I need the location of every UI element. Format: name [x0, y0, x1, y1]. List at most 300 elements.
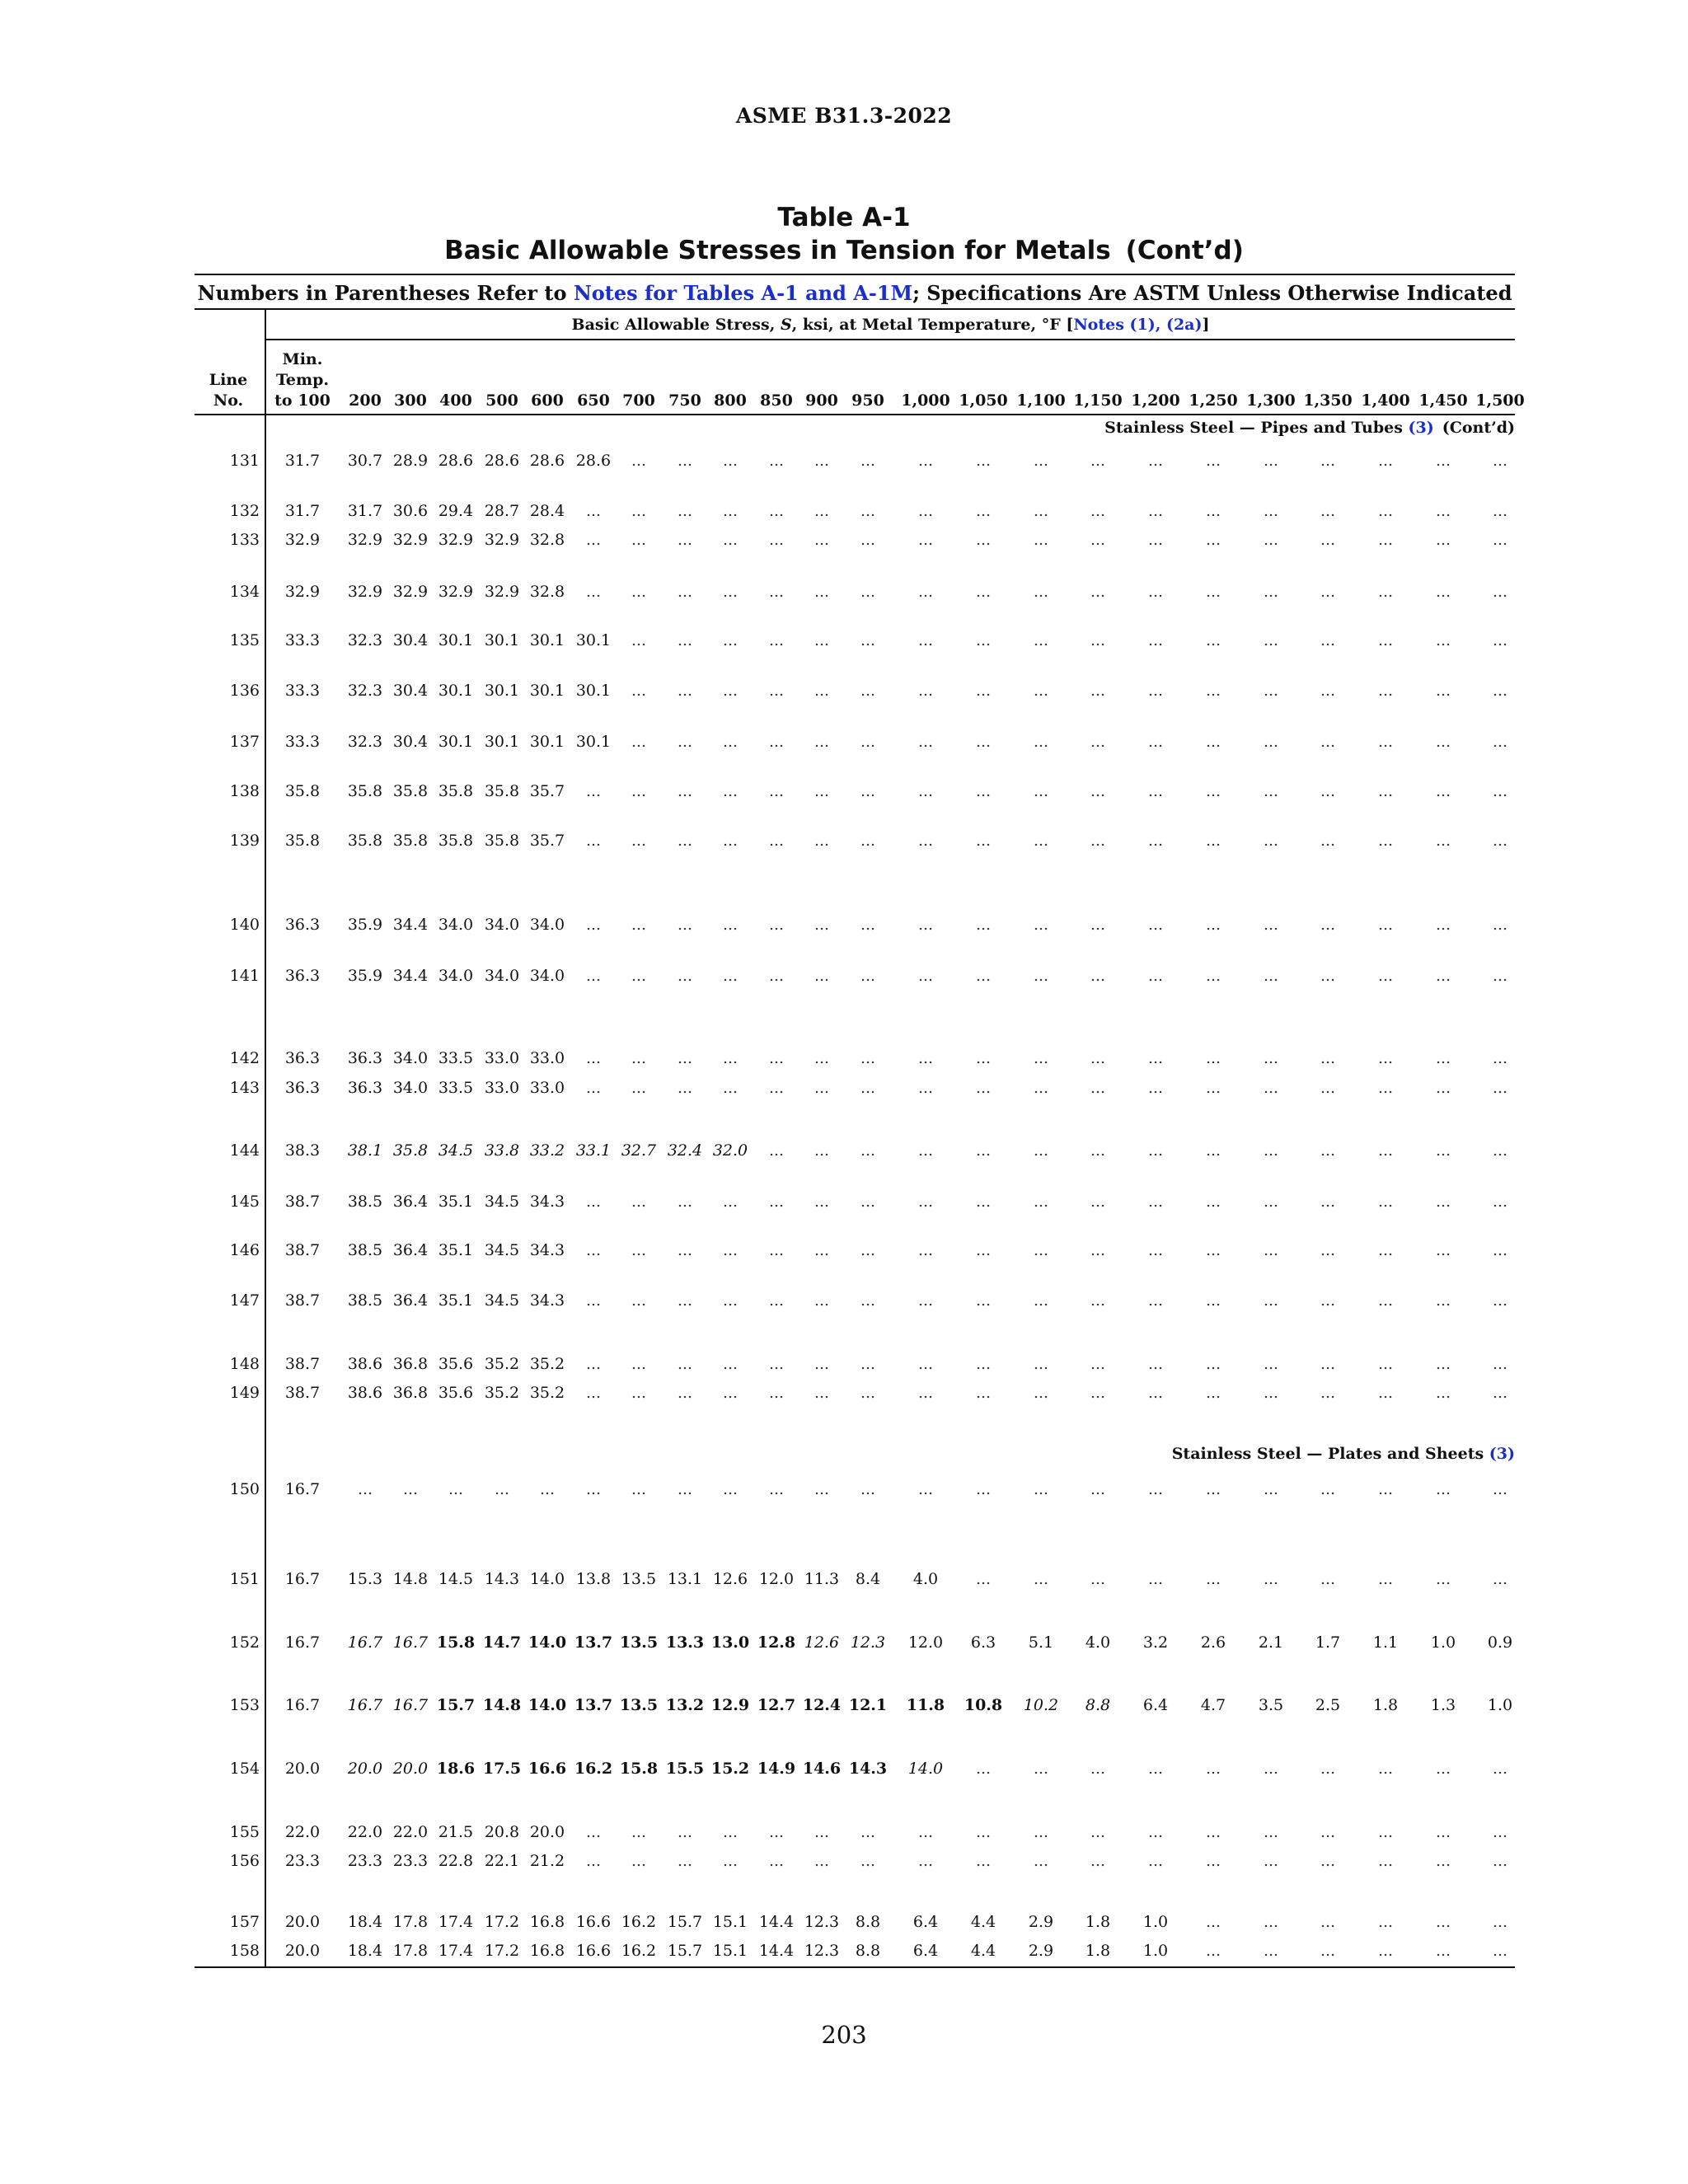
table-cell: 18.6 — [436, 1760, 476, 1778]
table-cell: ... — [814, 531, 830, 549]
table-cell: ... — [1377, 1942, 1394, 1960]
table-cell: ... — [631, 1384, 647, 1402]
table-cell: 23.3 — [347, 1852, 383, 1870]
table-cell: 12.0 — [758, 1570, 795, 1588]
table-cell: ... — [1377, 1141, 1394, 1160]
table-cell: ... — [631, 631, 647, 649]
table-cell: ... — [1147, 1291, 1164, 1310]
table-cell: 20.8 — [484, 1823, 520, 1841]
table-cell: 15.1 — [712, 1942, 748, 1960]
line-number: 150 — [229, 1480, 260, 1498]
table-cell: ... — [1090, 1241, 1106, 1259]
table-cell: 8.8 — [1085, 1696, 1111, 1714]
table-cell: ... — [975, 1355, 992, 1373]
table-cell: ... — [1320, 631, 1336, 649]
table-cell: 17.8 — [392, 1913, 429, 1931]
table-cell: ... — [722, 1079, 738, 1097]
table-cell: 33.0 — [529, 1079, 565, 1097]
table-cell: ... — [1033, 452, 1049, 470]
table-cell: 12.7 — [757, 1696, 796, 1714]
table-cell: 4.0 — [1085, 1633, 1111, 1652]
table-cell: ... — [860, 452, 876, 470]
table-cell: 30.7 — [347, 452, 383, 470]
table-cell: 32.3 — [347, 631, 383, 649]
line-number: 138 — [229, 782, 260, 800]
table-cell: 16.7 — [392, 1696, 429, 1714]
table-cell: 5.1 — [1028, 1633, 1054, 1652]
table-cell: ... — [1320, 1852, 1336, 1870]
table-cell: ... — [1263, 1291, 1279, 1310]
line-no-header — [195, 370, 262, 411]
line-number: 141 — [229, 967, 260, 985]
temp-header: 1,350 — [1303, 391, 1353, 410]
temp-header: 1,500 — [1475, 391, 1525, 410]
table-cell: ... — [585, 502, 602, 520]
line-number-divider — [265, 309, 266, 1968]
table-cell: 38.1 — [347, 1141, 383, 1160]
table-cell: 14.3 — [848, 1760, 888, 1778]
table-cell: ... — [860, 832, 876, 850]
table-cell: ... — [860, 733, 876, 751]
table-cell: 1.8 — [1085, 1913, 1111, 1931]
table-id: Table A-1 — [777, 203, 911, 232]
table-cell: ... — [1377, 502, 1394, 520]
table-cell: ... — [1263, 1570, 1279, 1588]
table-cell: 22.8 — [438, 1852, 474, 1870]
table-cell: 4.7 — [1200, 1696, 1226, 1714]
table-cell: ... — [722, 1049, 738, 1067]
table-cell: ... — [768, 1241, 785, 1259]
table-cell: ... — [1435, 733, 1451, 751]
table-cell: 38.7 — [284, 1241, 321, 1259]
table-cell: 16.7 — [284, 1570, 321, 1588]
table-cell: 32.7 — [621, 1141, 657, 1160]
table-cell: 32.9 — [284, 583, 321, 601]
table-cell: 12.3 — [804, 1942, 840, 1960]
table-cell: 17.5 — [482, 1760, 522, 1778]
table-cell: 30.1 — [529, 631, 565, 649]
table-cell: ... — [1492, 1823, 1508, 1841]
table-cell: ... — [1263, 1823, 1279, 1841]
table-cell: ... — [768, 531, 785, 549]
table-cell: ... — [1090, 1570, 1106, 1588]
table-cell: ... — [1320, 452, 1336, 470]
temp-header: 1,300 — [1246, 391, 1296, 410]
table-cell: ... — [1377, 1193, 1394, 1211]
table-cell: ... — [975, 916, 992, 934]
table-cell: ... — [677, 1852, 693, 1870]
page-header: ASME B31.3-2022 — [735, 104, 953, 128]
table-cell: 28.6 — [438, 452, 474, 470]
table-cell: ... — [917, 1384, 934, 1402]
line-number: 140 — [229, 916, 260, 934]
table-cell: 32.9 — [438, 583, 474, 601]
line-number: 132 — [229, 502, 260, 520]
table-cell: ... — [917, 1241, 934, 1259]
stress-header — [266, 316, 1515, 334]
table-cell: 20.0 — [284, 1760, 321, 1778]
table-contd: (Cont’d) — [1125, 236, 1244, 265]
table-cell: 11.8 — [906, 1696, 945, 1714]
table-cell: ... — [1033, 1480, 1049, 1498]
line-number: 156 — [229, 1852, 260, 1870]
table-cell: 36.3 — [284, 916, 321, 934]
table-cell: ... — [631, 1241, 647, 1259]
table-cell: 33.0 — [484, 1079, 520, 1097]
table-cell: ... — [1090, 1049, 1106, 1067]
line-number: 146 — [229, 1241, 260, 1259]
table-cell: 1.3 — [1430, 1696, 1456, 1714]
table-cell: 18.4 — [347, 1913, 383, 1931]
table-cell: ... — [1033, 1291, 1049, 1310]
table-cell: ... — [1033, 1193, 1049, 1211]
table-subheading — [195, 281, 1515, 305]
table-cell: 35.8 — [392, 1141, 429, 1160]
section-title: Stainless Steel — Pipes and Tubes — [1104, 419, 1409, 437]
table-cell: ... — [585, 1079, 602, 1097]
table-cell: 29.4 — [438, 502, 474, 520]
table-cell: 28.6 — [575, 452, 612, 470]
table-cell: ... — [1435, 1480, 1451, 1498]
stress-notes-link[interactable]: Notes (1), (2a) — [1073, 316, 1203, 334]
table-cell: ... — [1320, 1141, 1336, 1160]
table-cell: ... — [1033, 1355, 1049, 1373]
table-cell: 20.0 — [284, 1942, 321, 1960]
table-cell: ... — [539, 1480, 556, 1498]
table-cell: ... — [357, 1480, 373, 1498]
table-cell: ... — [1263, 1049, 1279, 1067]
table-cell: ... — [1263, 916, 1279, 934]
table-cell: ... — [814, 1823, 830, 1841]
table-cell: 35.1 — [438, 1193, 474, 1211]
table-cell: 34.0 — [484, 916, 520, 934]
table-cell: ... — [768, 1049, 785, 1067]
table-cell: ... — [917, 782, 934, 800]
table-cell: ... — [1263, 1355, 1279, 1373]
table-cell: 22.0 — [284, 1823, 321, 1841]
table-cell: ... — [1205, 1852, 1221, 1870]
table-cell: 14.0 — [907, 1760, 944, 1778]
table-cell: ... — [1492, 1193, 1508, 1211]
table-cell: ... — [1205, 1355, 1221, 1373]
table-cell: 11.3 — [804, 1570, 840, 1588]
table-cell: 32.9 — [284, 531, 321, 549]
table-cell: ... — [1033, 583, 1049, 601]
table-cell: 13.2 — [665, 1696, 705, 1714]
table-cell: ... — [1492, 832, 1508, 850]
table-cell: 31.7 — [284, 502, 321, 520]
table-cell: ... — [1205, 1760, 1221, 1778]
table-cell: 14.8 — [392, 1570, 429, 1588]
table-cell: 30.1 — [484, 682, 520, 700]
table-cell: ... — [722, 1193, 738, 1211]
table-cell: 32.0 — [712, 1141, 748, 1160]
table-cell: ... — [917, 682, 934, 700]
table-cell: ... — [860, 531, 876, 549]
table-cell: 30.1 — [575, 631, 612, 649]
table-cell: ... — [1320, 502, 1336, 520]
table-cell: 32.4 — [667, 1141, 703, 1160]
table-cell: ... — [1320, 1049, 1336, 1067]
table-cell: 22.0 — [347, 1823, 383, 1841]
table-cell: ... — [677, 1823, 693, 1841]
table-cell: ... — [631, 583, 647, 601]
table-cell: ... — [1492, 531, 1508, 549]
table-cell: ... — [917, 502, 934, 520]
table-cell: ... — [1090, 1079, 1106, 1097]
table-cell: 34.0 — [529, 967, 565, 985]
table-cell: ... — [585, 1823, 602, 1841]
table-cell: 15.2 — [710, 1760, 750, 1778]
table-cell: ... — [860, 916, 876, 934]
notes-link[interactable]: Notes for Tables A-1 and A-1M — [573, 281, 913, 305]
table-cell: ... — [860, 502, 876, 520]
table-cell: ... — [631, 1291, 647, 1310]
table-cell: 32.9 — [392, 583, 429, 601]
table-cell: ... — [585, 1480, 602, 1498]
table-cell: 1.1 — [1372, 1633, 1399, 1652]
line-number: 154 — [229, 1760, 260, 1778]
table-cell: 30.1 — [575, 733, 612, 751]
table-cell: ... — [722, 1480, 738, 1498]
table-cell: ... — [814, 832, 830, 850]
table-cell: 34.5 — [484, 1193, 520, 1211]
table-cell: ... — [860, 782, 876, 800]
section-note-link[interactable]: (3) — [1408, 419, 1434, 437]
table-cell: 14.0 — [528, 1696, 567, 1714]
table-cell: 33.3 — [284, 631, 321, 649]
table-cell: 36.4 — [392, 1241, 429, 1259]
table-cell: ... — [677, 967, 693, 985]
table-cell: ... — [677, 1241, 693, 1259]
table-cell: ... — [1205, 1049, 1221, 1067]
table-cell: 38.7 — [284, 1355, 321, 1373]
table-cell: ... — [722, 1291, 738, 1310]
table-cell: ... — [1263, 1241, 1279, 1259]
subheading-prefix: Numbers in Parentheses Refer to — [197, 281, 574, 305]
table-cell: ... — [1435, 1193, 1451, 1211]
table-cell: ... — [975, 682, 992, 700]
table-cell: ... — [975, 967, 992, 985]
table-cell: ... — [1147, 1570, 1164, 1588]
table-cell: ... — [1147, 531, 1164, 549]
table-cell: ... — [631, 782, 647, 800]
table-cell: 20.0 — [529, 1823, 565, 1841]
table-cell: ... — [1435, 1570, 1451, 1588]
table-cell: ... — [1090, 1193, 1106, 1211]
table-cell: 16.7 — [284, 1480, 321, 1498]
table-cell: 18.4 — [347, 1942, 383, 1960]
table-cell: ... — [1377, 916, 1394, 934]
table-cell: 2.1 — [1258, 1633, 1284, 1652]
table-cell: ... — [1377, 682, 1394, 700]
table-cell: 13.8 — [575, 1570, 612, 1588]
section-suffix: (Cont’d) — [1442, 419, 1515, 437]
table-cell: 16.6 — [575, 1913, 612, 1931]
table-cell: ... — [1205, 1141, 1221, 1160]
table-cell: ... — [448, 1480, 464, 1498]
table-cell: ... — [1147, 1241, 1164, 1259]
table-cell: ... — [1205, 916, 1221, 934]
table-cell: 21.2 — [529, 1852, 565, 1870]
table-cell: 13.5 — [619, 1696, 659, 1714]
table-cell: ... — [585, 1241, 602, 1259]
table-cell: 15.7 — [667, 1913, 703, 1931]
table-cell: ... — [1090, 1480, 1106, 1498]
table-cell: 22.1 — [484, 1852, 520, 1870]
table-cell: ... — [677, 502, 693, 520]
table-cell: ... — [1033, 782, 1049, 800]
table-cell: ... — [768, 1141, 785, 1160]
table-cell: ... — [1147, 1079, 1164, 1097]
line-number: 144 — [229, 1141, 260, 1160]
table-cell: ... — [1320, 1480, 1336, 1498]
table-cell: ... — [1090, 1291, 1106, 1310]
table-cell: ... — [1205, 967, 1221, 985]
table-cell: 32.9 — [438, 531, 474, 549]
table-cell: 34.0 — [392, 1049, 429, 1067]
stress-header-prefix: Basic Allowable Stress, — [571, 316, 781, 334]
table-cell: ... — [1033, 1852, 1049, 1870]
table-cell: ... — [722, 967, 738, 985]
table-cell: 28.7 — [484, 502, 520, 520]
table-cell: ... — [631, 967, 647, 985]
table-cell: 35.8 — [284, 832, 321, 850]
table-cell: ... — [1033, 631, 1049, 649]
table-cell: ... — [860, 1823, 876, 1841]
table-cell: ... — [1320, 967, 1336, 985]
table-cell: 3.2 — [1142, 1633, 1169, 1652]
table-cell: ... — [1033, 1049, 1049, 1067]
table-cell: ... — [1435, 1141, 1451, 1160]
table-cell: ... — [1263, 1760, 1279, 1778]
table-cell: ... — [1263, 1852, 1279, 1870]
table-cell: ... — [860, 1141, 876, 1160]
temp-header: 1,150 — [1073, 391, 1123, 410]
table-cell: ... — [1492, 1570, 1508, 1588]
table-cell: ... — [1377, 1913, 1394, 1931]
table-cell: ... — [1377, 1291, 1394, 1310]
table-cell: 28.6 — [484, 452, 520, 470]
table-cell: 35.9 — [347, 916, 383, 934]
table-cell: 15.8 — [619, 1760, 659, 1778]
min-temp-header-line: Min. — [282, 350, 323, 368]
table-cell: 12.3 — [804, 1913, 840, 1931]
table-cell: 35.8 — [392, 782, 429, 800]
bottom-rule — [195, 1966, 1515, 1968]
table-cell: ... — [1263, 1913, 1279, 1931]
table-cell: 35.8 — [438, 782, 474, 800]
table-cell: ... — [1263, 682, 1279, 700]
table-cell: ... — [722, 531, 738, 549]
table-cell: ... — [1377, 583, 1394, 601]
table-cell: 35.8 — [284, 782, 321, 800]
table-cell: ... — [1492, 682, 1508, 700]
table-cell: ... — [631, 1823, 647, 1841]
table-cell: 36.3 — [284, 1049, 321, 1067]
table-cell: ... — [1090, 1823, 1106, 1841]
table-cell: 16.7 — [347, 1696, 383, 1714]
table-cell: 17.8 — [392, 1942, 429, 1960]
table-cell: ... — [1492, 1241, 1508, 1259]
table-cell: ... — [1033, 967, 1049, 985]
table-cell: 20.0 — [284, 1913, 321, 1931]
section-note-link[interactable]: (3) — [1489, 1445, 1515, 1463]
stress-header-suffix: ] — [1202, 316, 1210, 334]
table-cell: 38.6 — [347, 1355, 383, 1373]
table-cell: ... — [814, 452, 830, 470]
table-cell: ... — [1435, 1291, 1451, 1310]
table-cell: 32.9 — [484, 583, 520, 601]
table-cell: ... — [722, 1823, 738, 1841]
table-cell: ... — [1492, 733, 1508, 751]
table-cell: ... — [631, 1079, 647, 1097]
table-cell: 1.0 — [1142, 1942, 1169, 1960]
line-number: 148 — [229, 1355, 260, 1373]
table-cell: ... — [1147, 583, 1164, 601]
table-cell: ... — [860, 1049, 876, 1067]
table-cell: 17.4 — [438, 1942, 474, 1960]
table-cell: ... — [1090, 531, 1106, 549]
table-cell: ... — [917, 1355, 934, 1373]
table-cell: 16.2 — [574, 1760, 613, 1778]
table-cell: ... — [631, 1480, 647, 1498]
table-cell: ... — [814, 1291, 830, 1310]
table-cell: 15.5 — [665, 1760, 705, 1778]
temp-header: 650 — [577, 391, 610, 410]
table-cell: 6.4 — [912, 1913, 939, 1931]
table-cell: ... — [722, 916, 738, 934]
table-cell: ... — [814, 1480, 830, 1498]
table-cell: ... — [585, 916, 602, 934]
table-cell: ... — [1033, 1384, 1049, 1402]
table-cell: ... — [402, 1480, 419, 1498]
temp-header: 1,050 — [959, 391, 1008, 410]
table-cell: ... — [1492, 1480, 1508, 1498]
table-cell: 36.4 — [392, 1291, 429, 1310]
table-cell: ... — [1205, 782, 1221, 800]
table-cell: 38.5 — [347, 1241, 383, 1259]
line-number: 139 — [229, 832, 260, 850]
table-cell: 30.1 — [484, 733, 520, 751]
table-cell: 13.1 — [667, 1570, 703, 1588]
table-cell: ... — [1033, 531, 1049, 549]
table-cell: 16.7 — [284, 1696, 321, 1714]
table-cell: ... — [814, 916, 830, 934]
table-cell: 1.7 — [1315, 1633, 1341, 1652]
table-cell: ... — [722, 502, 738, 520]
table-cell: ... — [677, 682, 693, 700]
table-cell: ... — [1320, 1193, 1336, 1211]
table-cell: ... — [722, 733, 738, 751]
table-cell: ... — [1205, 832, 1221, 850]
table-cell: ... — [860, 631, 876, 649]
table-cell: ... — [975, 1760, 992, 1778]
table-cell: ... — [722, 583, 738, 601]
table-cell: ... — [585, 531, 602, 549]
table-cell: ... — [917, 733, 934, 751]
table-cell: 30.4 — [392, 682, 429, 700]
table-cell: ... — [814, 733, 830, 751]
table-cell: 35.6 — [438, 1384, 474, 1402]
table-cell: ... — [722, 1852, 738, 1870]
subheading-rule — [195, 308, 1515, 310]
table-cell: ... — [1435, 967, 1451, 985]
table-cell: 16.6 — [575, 1942, 612, 1960]
table-cell: 34.4 — [392, 967, 429, 985]
table-cell: ... — [1033, 1760, 1049, 1778]
table-cell: 16.7 — [347, 1633, 383, 1652]
